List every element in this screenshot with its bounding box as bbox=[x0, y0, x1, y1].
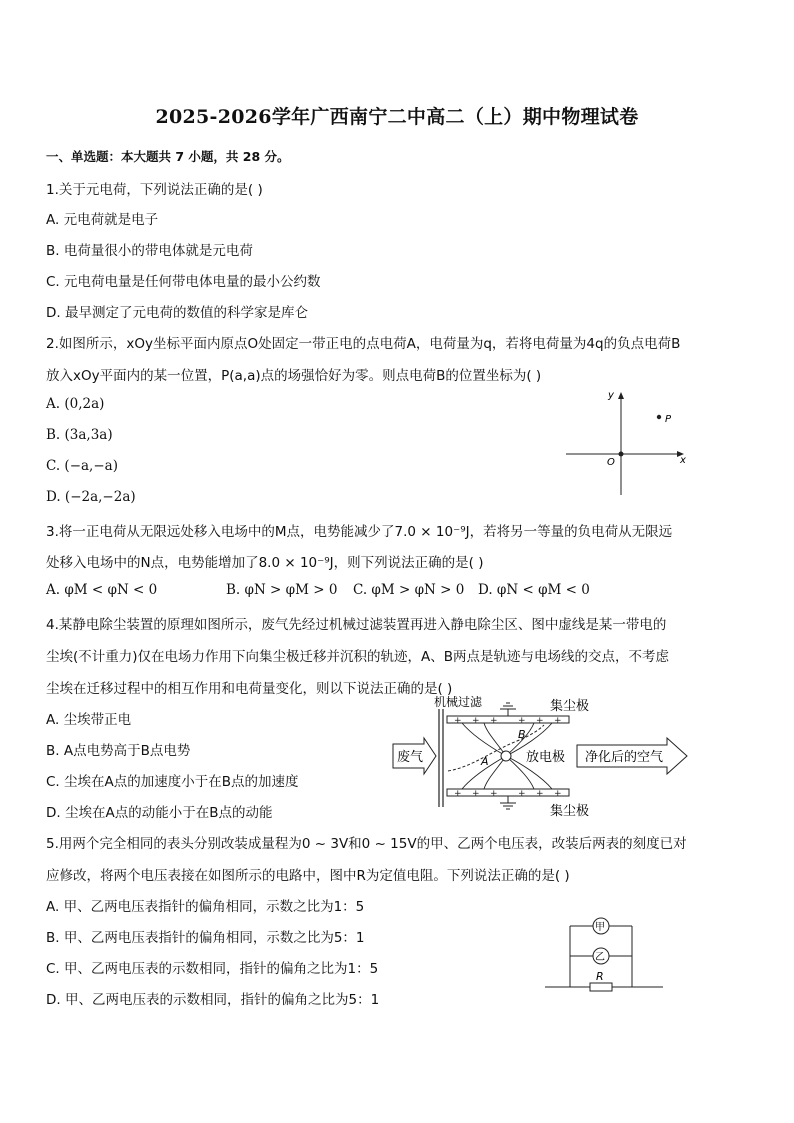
top-collector-plate bbox=[447, 716, 569, 723]
svg-text:+: + bbox=[536, 789, 544, 799]
svg-text:+: + bbox=[454, 716, 462, 726]
page-title: 2025-2026学年广西南宁二中高二（上）期中物理试卷 bbox=[155, 106, 639, 128]
question-5-option-d[interactable]: D. 甲、乙两电压表的示数相同，指针的偏角之比为5：1 bbox=[46, 992, 380, 1008]
question-2-stem-line1: 2.如图所示，xOy坐标平面内原点O处固定一带正电的点电荷A，电荷量为q，若将电荷量为4q的负点电荷B bbox=[46, 336, 681, 352]
voltmeter-yi-label: 乙 bbox=[595, 952, 605, 963]
question-1-stem: 1.关于元电荷，下列说法正确的是( ) bbox=[46, 182, 263, 198]
top-collector-label: 集尘极 bbox=[550, 699, 590, 714]
point-a-label: A bbox=[481, 755, 489, 768]
coordinate-figure bbox=[560, 385, 695, 500]
top-plate-signs bbox=[454, 716, 562, 726]
precipitator-figure bbox=[392, 693, 692, 823]
svg-text:+: + bbox=[454, 789, 462, 799]
waste-gas-label: 废气 bbox=[397, 750, 424, 765]
y-axis-arrow bbox=[618, 392, 624, 399]
svg-text:+: + bbox=[518, 789, 526, 799]
question-4-option-a[interactable]: A. 尘埃带正电 bbox=[46, 712, 132, 728]
question-1-option-c[interactable]: C. 元电荷电量是任何带电体电量的最小公约数 bbox=[46, 274, 321, 290]
resistor-label: R bbox=[596, 970, 604, 983]
y-axis-label: y bbox=[608, 390, 614, 401]
question-3-stem-line2: 处移入电场中的N点，电势能增加了8.0 × 10⁻⁹J，则下列说法正确的是( ) bbox=[46, 555, 484, 571]
question-2-option-b[interactable]: B. (3a,3a) bbox=[46, 427, 113, 443]
electrode-label: 放电极 bbox=[526, 750, 566, 765]
bottom-ground-icon bbox=[500, 796, 516, 809]
bottom-collector-label: 集尘极 bbox=[550, 804, 590, 819]
question-1-option-a[interactable]: A. 元电荷就是电子 bbox=[46, 212, 159, 228]
origin-point bbox=[619, 452, 624, 457]
svg-text:+: + bbox=[518, 716, 526, 726]
question-4-stem-line3: 尘埃在迁移过程中的相互作用和电荷量变化，则以下说法正确的是( ) bbox=[46, 681, 453, 697]
origin-label: O bbox=[607, 457, 615, 468]
question-3-option-c[interactable]: C. φM > φN > 0 bbox=[353, 582, 465, 598]
question-2-stem-line2: 放入xOy平面内的某一位置，P(a,a)点的场强恰好为零。则点电荷B的位置坐标为( ) bbox=[46, 368, 542, 384]
voltmeter-jia-label: 甲 bbox=[595, 922, 605, 933]
circuit-figure bbox=[545, 910, 665, 995]
point-b-label: B bbox=[518, 728, 526, 741]
point-p-label: P bbox=[665, 414, 672, 425]
question-5-stem-line2: 应修改，将两个电压表接在如图所示的电路中，图中R为定值电阻。下列说法正确的是( ) bbox=[46, 868, 570, 884]
section-heading: 一、单选题：本大题共 7 小题，共 28 分。 bbox=[46, 149, 290, 164]
question-5-stem-line1: 5.用两个完全相同的表头分别改装成量程为0 ~ 3V和0 ~ 15V的甲、乙两个电压表，改装后两表的刻度已对 bbox=[46, 836, 687, 852]
top-ground-icon bbox=[500, 703, 516, 716]
point-p bbox=[657, 415, 661, 419]
question-3-option-a[interactable]: A. φM < φN < 0 bbox=[46, 582, 158, 598]
question-5-option-a[interactable]: A. 甲、乙两电压表指针的偏角相同，示数之比为1：5 bbox=[46, 899, 365, 915]
svg-text:+: + bbox=[490, 789, 498, 799]
question-3-option-d[interactable]: D. φN < φM < 0 bbox=[478, 582, 590, 598]
svg-text:+: + bbox=[554, 716, 562, 726]
bottom-collector-plate bbox=[447, 789, 569, 796]
x-axis-label: x bbox=[680, 455, 686, 466]
svg-text:+: + bbox=[536, 716, 544, 726]
filter-label: 机械过滤 bbox=[434, 695, 483, 709]
question-2-option-a[interactable]: A. (0,2a) bbox=[46, 396, 105, 412]
svg-text:+: + bbox=[554, 789, 562, 799]
question-4-option-c[interactable]: C. 尘埃在A点的加速度小于在B点的加速度 bbox=[46, 774, 299, 790]
resistor-r bbox=[590, 983, 612, 991]
question-1-option-d[interactable]: D. 最早测定了元电荷的数值的科学家是库仑 bbox=[46, 305, 308, 321]
question-1-option-b[interactable]: B. 电荷量很小的带电体就是元电荷 bbox=[46, 243, 253, 259]
question-5-option-c[interactable]: C. 甲、乙两电压表的示数相同，指针的偏角之比为1：5 bbox=[46, 961, 379, 977]
question-2-option-d[interactable]: D. (−2a,−2a) bbox=[46, 489, 136, 505]
question-4-option-b[interactable]: B. A点电势高于B点电势 bbox=[46, 743, 191, 759]
clean-air-label: 净化后的空气 bbox=[585, 750, 664, 765]
question-4-stem-line2: 尘埃(不计重力)仅在电场力作用下向集尘极迁移并沉积的轨迹，A、B两点是轨迹与电场线的交点，不考虑 bbox=[46, 649, 670, 665]
question-3-option-b[interactable]: B. φN > φM > 0 bbox=[226, 582, 338, 598]
svg-text:+: + bbox=[472, 716, 480, 726]
question-3-stem-line1: 3.将一正电荷从无限远处移入电场中的M点，电势能减少了7.0 × 10⁻⁹J，若将另一等量的负电荷从无限远 bbox=[46, 524, 673, 540]
question-4-option-d[interactable]: D. 尘埃在A点的动能小于在B点的动能 bbox=[46, 805, 273, 821]
question-4-stem-line1: 4.某静电除尘装置的原理如图所示，废气先经过机械过滤装置再进入静电除尘区、图中虚线是某一带电的 bbox=[46, 617, 667, 633]
discharge-electrode bbox=[501, 751, 511, 761]
question-5-option-b[interactable]: B. 甲、乙两电压表指针的偏角相同，示数之比为5：1 bbox=[46, 930, 365, 946]
svg-text:+: + bbox=[472, 789, 480, 799]
svg-text:+: + bbox=[490, 716, 498, 726]
question-2-option-c[interactable]: C. (−a,−a) bbox=[46, 458, 118, 474]
